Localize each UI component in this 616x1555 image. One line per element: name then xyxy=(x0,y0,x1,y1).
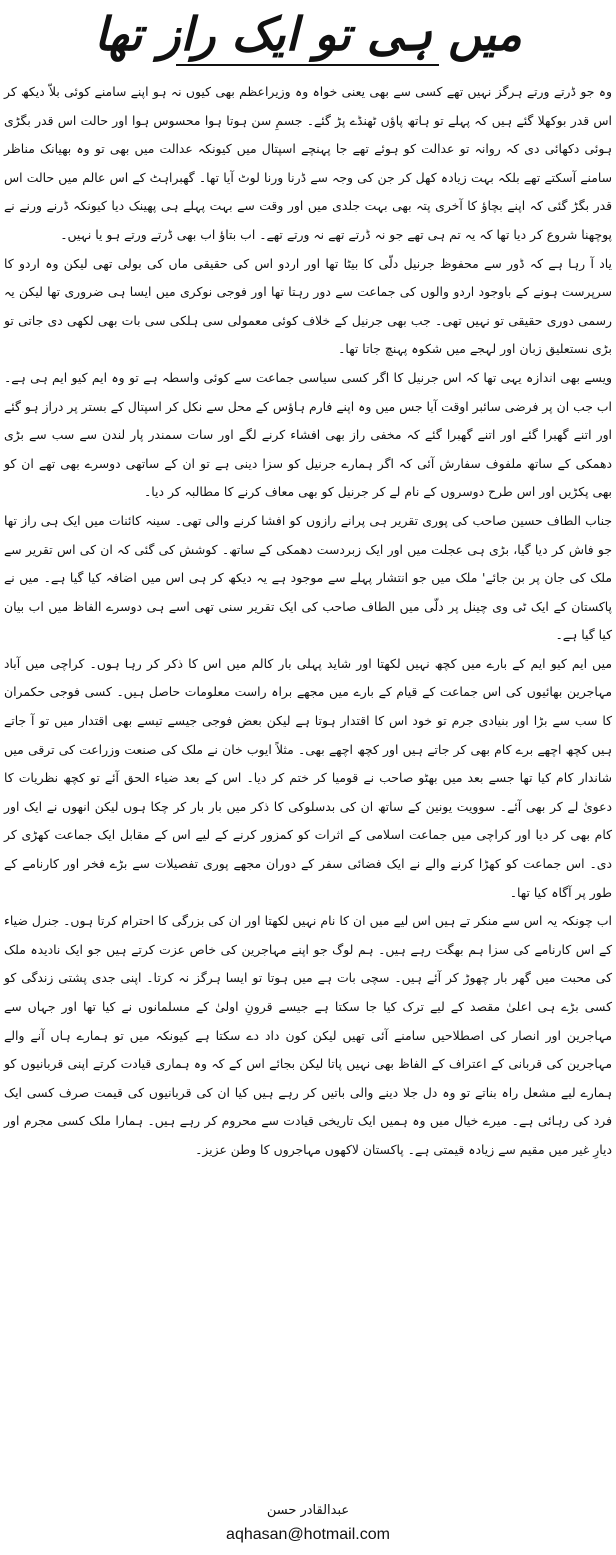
paragraph-1: وہ جو ڈرتے ورتے ہرگز نہیں تھے کسی سے بھی یعنی خواہ وہ وزیراعظم بھی کیوں نہ ہو اپنے سامنے کوئی بلاّ دیکھ کر اس قدر بوکھلا گئے ہیں کہ پہلے تو ہاتھ پاؤں ٹھنڈے پڑ گئے۔ جسمِ سن ہوتا ہوا محسوس ہوا اور حالت اس قدر بگڑی ہوئی دکھائی دی کہ روانہ تو عدالت کو ہوئے تھے جا پہنچے اسپتال میں کیونکہ عدالت میں بھی تو وہ بھیانک مناظر سامنے آسکتے تھے بلکہ بہت زیادہ کھل کر جن کی وجہ سے ڈرنا ورنا لوٹ آیا تھا۔ گھبراہٹ کے اس عالم میں حالت اس قدر بگڑ گئی کہ اپنے بچاؤ کا آخری پتہ بھی بہت جلدی میں اور وقت سے بہت پہلے ہی پھینک دیا کیونکہ ڈرنے ورنے نے پوچھنا شروع کر دیا تھا کہ یہ تم ہی تھے جو نہ ڈرتے تھے نہ ورتے تھے۔ اب بتاؤ اب بھی ڈرتے ورتے ہو یا نہیں۔ xyxy=(4,84,612,242)
paragraph-4: جناب الطاف حسین صاحب کی پوری تقریر ہی پرانے رازوں کو افشا کرنے والی تھی۔ سینہ کائنات میں ایک ہی راز تھا جو فاش کر دیا گیا، بڑی ہی عجلت میں اور ایک زبردست دھمکی کے ساتھ۔ کوشش کی گئی کہ ان کی اس تقریر سے ملک کی جان پر بن جائے' ملک میں جو انتشار پہلے سے موجود ہے یہ دیکھ کر ہی اس میں اضافہ کیا گیا ہے۔ میں نے پاکستان کے ایک ٹی وی چینل پر دلّی میں الطاف صاحب کی ایک تقریر سنی تھی اسے ہی دوسرے الفاظ میں اب بیان کیا گیا ہے۔ xyxy=(4,512,612,643)
author-name: عبدالقادر حسن xyxy=(266,1503,350,1518)
title-underline xyxy=(176,64,439,66)
paragraph-6: اب چونکہ یہ اس سے منکر تے ہیں اس لیے میں ان کا نام نہیں لکھتا اور ان کی بزرگی کا احترام کرتا ہوں۔ جنرل ضیاء کے اس کارنامے کی سزا ہم بھگت رہے ہیں۔ ہم لوگ جو اپنے مہاجرین کی خاص عزت کرتے ہیں جو ایک نادیدہ ملک کی محبت میں گھر بار چھوڑ کر آئے ہیں۔ سچی بات ہے میں ہوتا تو ایسا ہرگز نہ کرتا۔ اپنی جدی پشتی زندگی کو کسی بڑے ہی اعلیٰ مقصد کے لیے ترک کیا جا سکتا ہے جیسے قرونِ اولیٰ کے مسلمانوں نے کیا تھا اور جہاں سے مہاجرین اور انصار کی اصطلاحیں سامنے آئی تھیں لیکن کون داد دے سکتا ہے کیونکہ میں تو ہمارے ہاں آنے والے مہاجرین کی قربانی کے اعتراف کے الفاظ بھی نہیں پاتا لیکن بجائے اس کے کہ وہ ہماری قیادت کرتے اپنی قربانیوں کو ہمارے لیے مشعل راہ بناتے تو وہ دل جلا دینے والی باتیں کر رہے ہیں کیا ان کی قربانیوں کی قیمت صرف کسی ایک فرد کی رہائی ہے۔ میرے خیال میں وہ ہمیں ایک تاریخی قیادت سے محروم کر رہے ہیں۔ ہمارا ملک کسی مجرم اور دیارِ غیر میں مقیم سے زیادہ قیمتی ہے۔ پاکستان لاکھوں مہاجروں کا وطن عزیز۔ xyxy=(4,913,612,1157)
paragraph-2: یاد آ رہا ہے کہ ڈور سے محفوظ جرنیل دلّی کا بیٹا تھا اور اردو اس کی حقیقی ماں کی بولی تھی لیکن وہ اردو کا سرپرست ہونے کے باوجود اردو والوں کی جماعت سے دور رہتا تھا اور فوجی نوکری میں ایسا ہی ضروری تھا لیکن یہ رسمی دوری حقیقی تو نہیں تھی۔ جب بھی جرنیل کے خلاف کوئی معمولی سی ہلکی سی بات بھی لکھی دی جاتی تو بڑی نستعلیق زبان اور لہجے میں شکوہ پہنچ جاتا تھا۔ xyxy=(4,255,612,357)
author-email: aqhasan@hotmail.com xyxy=(226,1526,390,1543)
paragraph-5: میں ایم کیو ایم کے بارے میں کچھ نہیں لکھتا اور شاید پہلی بار کالم میں اس کا ذکر کر رہا ہوں۔ کراچی میں آباد مہاجرین بھائیوں کی اس جماعت کے قیام کے بارے میں مجھے براہ راست معلومات حاصل ہیں۔ کسی فوجی حکمران کا سب سے بڑا اور بنیادی جرم تو خود اس کا اقتدار ہوتا ہے لیکن بعض فوجی جیسے تیسے بھی اقتدار میں تو آ جاتے ہیں کچھ اچھے برے کام بھی کر جاتے ہیں اور کچھ اچھے بھی۔ مثلاً ایوب خان نے ملک کی صنعت وزراعت کی ترقی میں شاندار کام کیا تھا جسے بعد میں بھٹو صاحب نے قومیا کر ختم کر دیا۔ اس کے بعد ضیاء الحق آئے تو کچھ نظریات کا دعویٰ لے کر بھی آئے۔ سوویت یونین کے ساتھ ان کی بدسلوکی کا ذکر میں بار بار کر چکا ہوں لیکن انھوں نے ایک اور کام بھی کر دیا اور کراچی میں جماعت اسلامی کے اثرات کو کمزور کرنے کے لیے اس کے مقابل ایک جماعت کھڑی کر دی۔ اس جماعت کو کھڑا کرنے والے نے ایک فضائی سفر کے دوران مجھے پوری تفصیلات سے بڑے فخر اور کارنامے کے طور پر آگاہ کیا تھا۔ xyxy=(4,655,612,900)
article-title: میں ہی تو ایک راز تھا xyxy=(94,7,522,61)
article-body xyxy=(4,78,612,1165)
paragraph-3: ویسے بھی اندازہ یہی تھا کہ اس جرنیل کا اگر کسی سیاسی جماعت سے کوئی واسطہ ہے تو وہ ایم کیو ایم ہی ہے۔ اب جب ان پر فرضی سائبر اوقت آیا جس میں وہ اپنے فارم ہاؤس کے محل سے نکل کر اسپتال کے بستر پر دراز ہو گئے اور اتنے گھبرا گئے اور اتنے گھبرا گئے کہ مخفی راز بھی افشاء کرنے لگے اور سات سمندر پار لندن سے سب سے بڑی دھمکی کے ساتھ ملفوف سفارش آئی کہ اگر ہمارے جرنیل کو سزا دینی ہے تو ان کے ساتھی دوسرے بھی تھے ان کو بھی پکڑیں اور اس طرح دوسروں کے نام لے کر جرنیل کو بھی معاف کرنے کا مطالبہ کر دیا۔ xyxy=(4,369,612,500)
